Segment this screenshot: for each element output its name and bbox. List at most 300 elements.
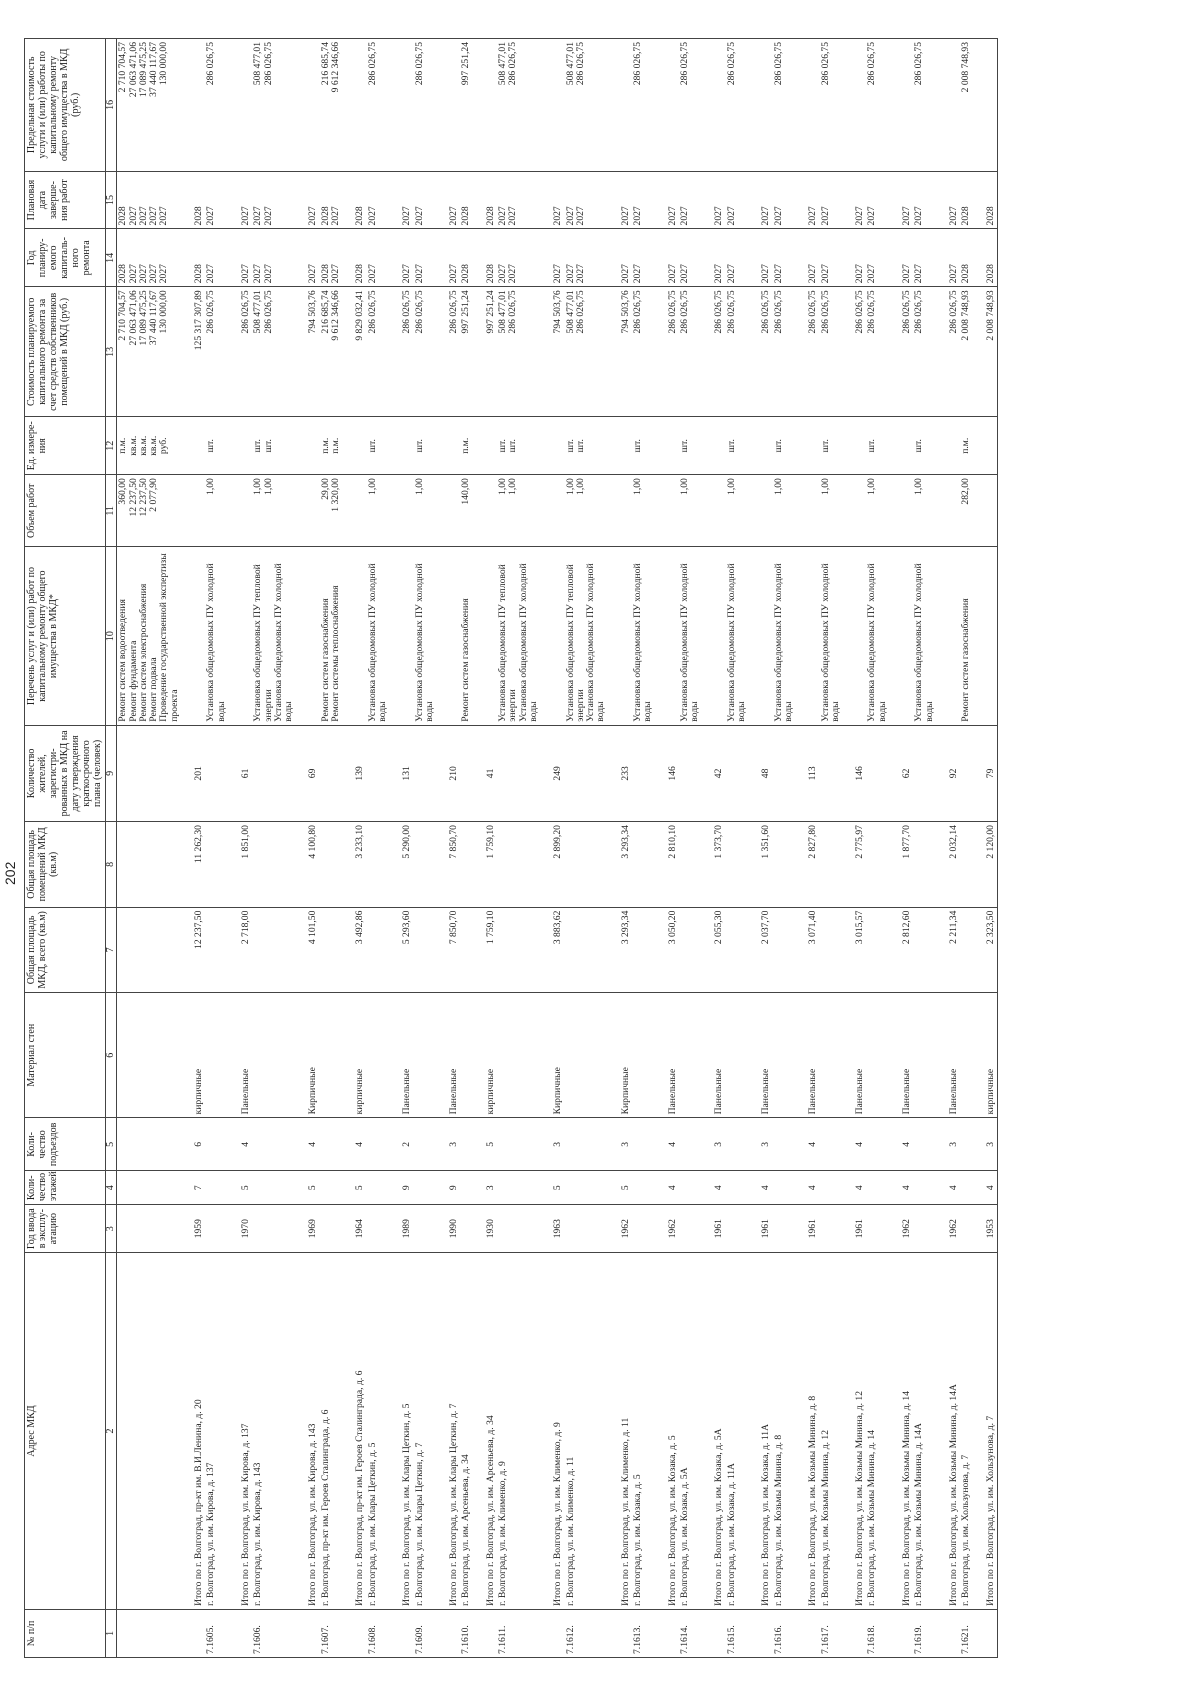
residents-cell: 210: [441, 725, 460, 821]
floors-cell: 4: [847, 1171, 866, 1205]
row-number: 7.1609.: [414, 1609, 442, 1657]
unit-cell: [565, 417, 613, 475]
floors-cell: 5: [300, 1171, 319, 1205]
limit-cost-cell: [414, 39, 442, 172]
address-cell: Итого по г. Волгоград, ул. им. Козьмы Минина, д. 8: [800, 1253, 819, 1610]
works-line: Установка общедомовых ПУ холодной воды: [517, 563, 539, 722]
works-line: Установка общедомовых ПУ холодной воды: [631, 563, 654, 722]
end-date-line: 2027: [497, 206, 509, 226]
cost-line: 286 026,75: [725, 290, 737, 334]
total-area-cell: [913, 907, 941, 993]
cost-line: 216 685,74: [319, 290, 331, 334]
premises-area-cell: [205, 822, 233, 908]
repair-year-line: 2028: [484, 264, 496, 284]
works-line: Установка общедомовых ПУ холодной воды: [585, 563, 607, 722]
end-date-line: 2027: [307, 206, 319, 226]
residents-cell: 42: [706, 725, 725, 821]
volume-cell: [894, 475, 913, 547]
row-number: [441, 1609, 460, 1657]
floors-cell: [632, 1171, 660, 1205]
row-number: 7.1612.: [565, 1609, 613, 1657]
unit-line: кв.м.: [127, 435, 139, 456]
floors-cell: 5: [613, 1171, 632, 1205]
cost-cell: [913, 287, 941, 417]
works-cell: [978, 547, 998, 725]
end-date-cell: [613, 171, 632, 229]
repair-year-cell: [347, 229, 366, 287]
premises-area-cell: 2 775,97: [847, 822, 866, 908]
volume-cell: [913, 475, 941, 547]
works-line: Установка общедомовых ПУ холодной воды: [205, 563, 227, 722]
cost-line: 130 000,00: [158, 290, 170, 334]
works-cell: [367, 547, 395, 725]
entrances-cell: [320, 1118, 348, 1171]
entrances-cell: 3: [545, 1118, 564, 1171]
unit-line: шт.: [252, 439, 264, 453]
unit-cell: [847, 417, 866, 475]
row-number: [613, 1609, 632, 1657]
wall-material-cell: Панельные: [394, 993, 413, 1118]
floors-cell: 5: [545, 1171, 564, 1205]
unit-cell: [753, 417, 772, 475]
wall-material-cell: [726, 993, 754, 1118]
entrances-cell: 4: [894, 1118, 913, 1171]
total-row: [941, 39, 960, 1658]
residents-cell: [367, 725, 395, 821]
table-header-row: [25, 39, 106, 1658]
total-area-cell: 3 883,62: [545, 907, 564, 993]
floors-cell: 4: [800, 1171, 819, 1205]
residents-cell: [252, 725, 300, 821]
cost-line: 2 710 704,57: [117, 290, 129, 341]
building-row: [117, 39, 186, 1658]
cost-line: 9 829 032,41: [354, 290, 366, 341]
cost-line: 2 008 748,93: [984, 290, 996, 341]
unit-line: п.м.: [117, 437, 129, 454]
volume-cell: [960, 475, 977, 547]
repair-year-cell: [941, 229, 960, 287]
wall-material-cell: Кирпичные: [300, 993, 319, 1118]
wall-material-cell: Панельные: [753, 993, 772, 1118]
repair-year-line: 2028: [960, 264, 972, 284]
volume-line: 29,00: [319, 478, 331, 500]
volume-line: 140,00: [460, 478, 472, 505]
premises-area-cell: [726, 822, 754, 908]
total-row: [706, 39, 725, 1658]
volume-line: 1,00: [205, 478, 217, 495]
total-area-cell: [820, 907, 848, 993]
limit-cost-cell: [441, 39, 460, 172]
entrances-cell: 4: [347, 1118, 366, 1171]
unit-cell: [394, 417, 413, 475]
floors-cell: [205, 1171, 233, 1205]
limit-cost-cell: [913, 39, 941, 172]
limit-cost-line: 286 026,75: [366, 42, 378, 86]
wall-material-cell: кирпичные: [347, 993, 366, 1118]
unit-line: шт.: [913, 439, 925, 453]
header-cell: Общая площадь МКД, всего (кв.м): [25, 907, 106, 993]
residents-cell: [820, 725, 848, 821]
residents-cell: [632, 725, 660, 821]
column-number: 2: [106, 1253, 117, 1610]
volume-line: 1,00: [262, 478, 274, 495]
residents-cell: 61: [233, 725, 252, 821]
entrances-cell: 2: [394, 1118, 413, 1171]
unit-line: п.м.: [319, 437, 331, 454]
works-cell: [866, 547, 894, 725]
works-cell: [679, 547, 707, 725]
year-built-cell: 1961: [753, 1205, 772, 1253]
premises-area-cell: [460, 822, 477, 908]
column-number: 9: [106, 725, 117, 821]
header-cell: Предельная стоимость услуги и (или) работы по капитальному ремонту общего имущества в МКД (руб.): [25, 39, 106, 172]
year-built-cell: 1961: [706, 1205, 725, 1253]
works-cell: [347, 547, 366, 725]
volume-cell: [866, 475, 894, 547]
premises-area-cell: [632, 822, 660, 908]
end-date-cell: [941, 171, 960, 229]
year-built-cell: [866, 1205, 894, 1253]
works-line: Установка общедомовых ПУ холодной воды: [913, 563, 935, 722]
limit-cost-cell: [233, 39, 252, 172]
limit-cost-line: 286 026,75: [678, 42, 690, 86]
limit-cost-cell: [545, 39, 564, 172]
volume-line: 1,00: [913, 478, 925, 495]
floors-cell: [320, 1171, 348, 1205]
unit-cell: [960, 417, 977, 475]
end-date-line: 2027: [564, 206, 576, 226]
year-built-cell: [497, 1205, 545, 1253]
limit-cost-cell: [894, 39, 913, 172]
unit-cell: [367, 417, 395, 475]
repair-year-cell: [414, 229, 442, 287]
works-line: Установка общедомовых ПУ холодной воды: [725, 563, 748, 722]
works-cell: [300, 547, 319, 725]
repair-year-line: 2027: [252, 264, 264, 284]
address-cell: г. Волгоград, ул. им. Арсеньева, д. 34: [460, 1253, 477, 1610]
address-cell: г. Волгоград, ул. им. Клименко, д. 11: [565, 1253, 613, 1610]
residents-cell: 92: [941, 725, 960, 821]
limit-cost-line: 286 026,75: [913, 42, 925, 86]
floors-cell: 4: [660, 1171, 679, 1205]
total-row: [978, 39, 998, 1658]
volume-cell: [565, 475, 613, 547]
address-cell: Итого по г. Волгоград, ул. им. Козьмы Минина, д. 14А: [941, 1253, 960, 1610]
volume-cell: [978, 475, 998, 547]
premises-area-cell: 2 120,00: [978, 822, 998, 908]
residents-cell: [117, 725, 186, 821]
wall-material-cell: [913, 993, 941, 1118]
column-number: 10: [106, 547, 117, 725]
total-area-cell: 2 055,30: [706, 907, 725, 993]
cost-line: 286 026,75: [666, 290, 678, 334]
building-row: [252, 39, 300, 1658]
volume-cell: [847, 475, 866, 547]
row-number: [660, 1609, 679, 1657]
volume-line: 360,00: [117, 478, 129, 505]
repair-year-line: 2027: [366, 264, 378, 284]
works-cell: [960, 547, 977, 725]
repair-year-line: 2027: [947, 264, 959, 284]
wall-material-cell: [866, 993, 894, 1118]
cost-cell: [960, 287, 977, 417]
header-cell: Ед. измере-ния: [25, 417, 106, 475]
total-area-cell: [252, 907, 300, 993]
repair-year-line: 2027: [127, 264, 139, 284]
premises-area-cell: [773, 822, 801, 908]
premises-area-cell: 2 899,20: [545, 822, 564, 908]
works-cell: [800, 547, 819, 725]
wall-material-cell: Панельные: [941, 993, 960, 1118]
row-number: 7.1616.: [773, 1609, 801, 1657]
unit-cell: [117, 417, 186, 475]
unit-line: руб.: [158, 437, 170, 455]
wall-material-cell: Кирпичные: [545, 993, 564, 1118]
residents-cell: 249: [545, 725, 564, 821]
volume-cell: [660, 475, 679, 547]
total-area-cell: [414, 907, 442, 993]
unit-line: шт.: [366, 439, 378, 453]
floors-cell: [117, 1171, 186, 1205]
end-date-cell: [660, 171, 679, 229]
total-area-cell: 7 850,70: [441, 907, 460, 993]
cost-line: 286 026,75: [239, 290, 251, 334]
total-area-cell: [565, 907, 613, 993]
cost-cell: [726, 287, 754, 417]
works-line: Установка общедомовых ПУ тепловой энергии: [564, 564, 586, 722]
year-built-cell: 1964: [347, 1205, 366, 1253]
floors-cell: 7: [186, 1171, 205, 1205]
unit-cell: [497, 417, 545, 475]
repair-year-cell: [545, 229, 564, 287]
end-date-cell: [300, 171, 319, 229]
limit-cost-line: 286 026,75: [819, 42, 831, 86]
unit-cell: [252, 417, 300, 475]
limit-cost-line: 286 026,75: [725, 42, 737, 86]
premises-area-cell: [866, 822, 894, 908]
address-cell: г. Волгоград, ул. им. Клименко, д. 9: [497, 1253, 545, 1610]
entrances-cell: 3: [941, 1118, 960, 1171]
premises-area-cell: 2 827,80: [800, 822, 819, 908]
repair-year-line: 2027: [497, 264, 509, 284]
end-date-cell: [753, 171, 772, 229]
end-date-cell: [545, 171, 564, 229]
column-number: 13: [106, 287, 117, 417]
unit-cell: [706, 417, 725, 475]
volume-line: [159, 478, 169, 543]
building-row: [460, 39, 477, 1658]
repair-year-line: 2027: [713, 264, 725, 284]
unit-line: шт.: [866, 439, 878, 453]
repair-year-cell: [894, 229, 913, 287]
works-line: Ремонт подвала: [148, 657, 160, 722]
cost-line: 286 026,75: [854, 290, 866, 334]
total-row: [394, 39, 413, 1658]
cost-cell: [478, 287, 497, 417]
cost-cell: [866, 287, 894, 417]
works-cell: [660, 547, 679, 725]
premises-area-cell: 11 262,30: [186, 822, 205, 908]
wall-material-cell: [205, 993, 233, 1118]
premises-area-cell: [497, 822, 545, 908]
end-date-cell: [894, 171, 913, 229]
repair-year-cell: [679, 229, 707, 287]
year-built-cell: [205, 1205, 233, 1253]
total-row: [753, 39, 772, 1658]
end-date-cell: [632, 171, 660, 229]
row-number: [347, 1609, 366, 1657]
row-number: [894, 1609, 913, 1657]
cost-line: 286 026,75: [401, 290, 413, 334]
premises-area-cell: [117, 822, 186, 908]
row-number: 7.1615.: [726, 1609, 754, 1657]
total-area-cell: [205, 907, 233, 993]
end-date-cell: [394, 171, 413, 229]
residents-cell: [960, 725, 977, 821]
cost-line: 17 089 475,25: [137, 290, 149, 346]
repair-year-cell: [753, 229, 772, 287]
end-date-line: 2027: [901, 206, 913, 226]
cost-cell: [800, 287, 819, 417]
row-number: 7.1607.: [320, 1609, 348, 1657]
limit-cost-line: 286 026,75: [866, 42, 878, 86]
cost-cell: [847, 287, 866, 417]
works-line: Установка общедомовых ПУ тепловой энергии: [252, 564, 274, 722]
year-built-cell: [960, 1205, 977, 1253]
column-number: 15: [106, 171, 117, 229]
end-date-line: 2027: [913, 206, 925, 226]
row-number: [117, 1609, 186, 1657]
limit-cost-line: 508 477,01: [564, 42, 576, 86]
residents-cell: 69: [300, 725, 319, 821]
works-cell: [252, 547, 300, 725]
cost-cell: [660, 287, 679, 417]
repair-year-cell: [186, 229, 205, 287]
header-cell: Коли-чество этажей: [25, 1171, 106, 1205]
residents-cell: [679, 725, 707, 821]
cost-line: 508 477,01: [564, 290, 576, 334]
cost-line: 286 026,75: [507, 290, 519, 334]
cost-line: 286 026,75: [713, 290, 725, 334]
volume-line: 1,00: [252, 478, 264, 495]
total-area-cell: 3 015,57: [847, 907, 866, 993]
repair-year-line: 2028: [460, 264, 472, 284]
header-cell: Материал стен: [25, 993, 106, 1118]
residents-cell: [565, 725, 613, 821]
address-cell: Итого по г. Волгоград, ул. им. Козьмы Минина, д. 12: [847, 1253, 866, 1610]
end-date-line: 2028: [984, 206, 996, 226]
entrances-cell: 6: [186, 1118, 205, 1171]
total-row: [894, 39, 913, 1658]
unit-cell: [913, 417, 941, 475]
works-cell: [773, 547, 801, 725]
end-date-line: 2027: [158, 206, 170, 226]
end-date-line: 2028: [354, 206, 366, 226]
limit-cost-line: 2 008 748,93: [960, 42, 972, 93]
end-date-line: 2027: [239, 206, 251, 226]
cost-cell: [367, 287, 395, 417]
residents-cell: [460, 725, 477, 821]
limit-cost-line: 286 026,75: [574, 42, 586, 86]
address-cell: г. Волгоград, ул. им. Козака, д. 11А: [726, 1253, 754, 1610]
works-line: Ремонт системы теплоснабжения: [330, 585, 342, 722]
column-number: 16: [106, 39, 117, 172]
address-cell: г. Волгоград, ул. им. Козьмы Минина, д. 14А: [913, 1253, 941, 1610]
address-cell: г. Волгоград, ул. им. Козака, д. 5: [632, 1253, 660, 1610]
address-cell: г. Волгоград, ул. им. Хользунова, д. 7: [960, 1253, 977, 1610]
building-row: [866, 39, 894, 1658]
limit-cost-cell: [773, 39, 801, 172]
building-row: [820, 39, 848, 1658]
limit-cost-line: 286 026,75: [413, 42, 425, 86]
repair-year-line: 2028: [319, 264, 331, 284]
cost-line: 286 026,75: [807, 290, 819, 334]
header-cell: Год планиру-емого капиталь-ного ремонта: [25, 229, 106, 287]
volume-cell: [414, 475, 442, 547]
repair-year-line: 2027: [148, 264, 160, 284]
residents-cell: [205, 725, 233, 821]
volume-cell: [478, 475, 497, 547]
repair-year-line: 2027: [854, 264, 866, 284]
header-cell: Объем работ: [25, 475, 106, 547]
wall-material-cell: кирпичные: [978, 993, 998, 1118]
works-cell: [545, 547, 564, 725]
floors-cell: 9: [441, 1171, 460, 1205]
year-built-cell: [773, 1205, 801, 1253]
volume-line: 1,00: [413, 478, 425, 495]
residents-cell: [414, 725, 442, 821]
unit-cell: [820, 417, 848, 475]
repair-year-line: 2027: [901, 264, 913, 284]
end-date-cell: [252, 171, 300, 229]
repair-year-cell: [205, 229, 233, 287]
entrances-cell: 4: [660, 1118, 679, 1171]
cost-line: 9 612 346,66: [330, 290, 342, 341]
cost-cell: [460, 287, 477, 417]
cost-line: 286 026,75: [205, 290, 217, 334]
entrances-cell: [820, 1118, 848, 1171]
works-cell: [753, 547, 772, 725]
repair-year-cell: [978, 229, 998, 287]
volume-cell: [706, 475, 725, 547]
unit-line: шт.: [678, 439, 690, 453]
end-date-cell: [913, 171, 941, 229]
total-area-cell: 1 759,10: [478, 907, 497, 993]
limit-cost-cell: [660, 39, 679, 172]
floors-cell: 4: [753, 1171, 772, 1205]
cost-line: 286 026,75: [413, 290, 425, 334]
limit-cost-line: 37 440 117,67: [148, 42, 160, 97]
premises-area-cell: 1 351,60: [753, 822, 772, 908]
year-built-cell: 1962: [941, 1205, 960, 1253]
works-cell: [478, 547, 497, 725]
limit-cost-line: 9 612 346,66: [330, 42, 342, 93]
repair-year-cell: [960, 229, 977, 287]
unit-cell: [978, 417, 998, 475]
repair-year-line: 2027: [413, 264, 425, 284]
row-number: [847, 1609, 866, 1657]
end-date-cell: [866, 171, 894, 229]
total-area-cell: 2 718,00: [233, 907, 252, 993]
premises-area-cell: [913, 822, 941, 908]
floors-cell: [497, 1171, 545, 1205]
end-date-line: 2027: [854, 206, 866, 226]
end-date-line: 2027: [574, 206, 586, 226]
limit-cost-cell: [367, 39, 395, 172]
address-cell: г. Волгоград, ул. им. Клары Цеткин, д. 7: [414, 1253, 442, 1610]
total-row: [660, 39, 679, 1658]
end-date-line: 2028: [117, 206, 129, 226]
